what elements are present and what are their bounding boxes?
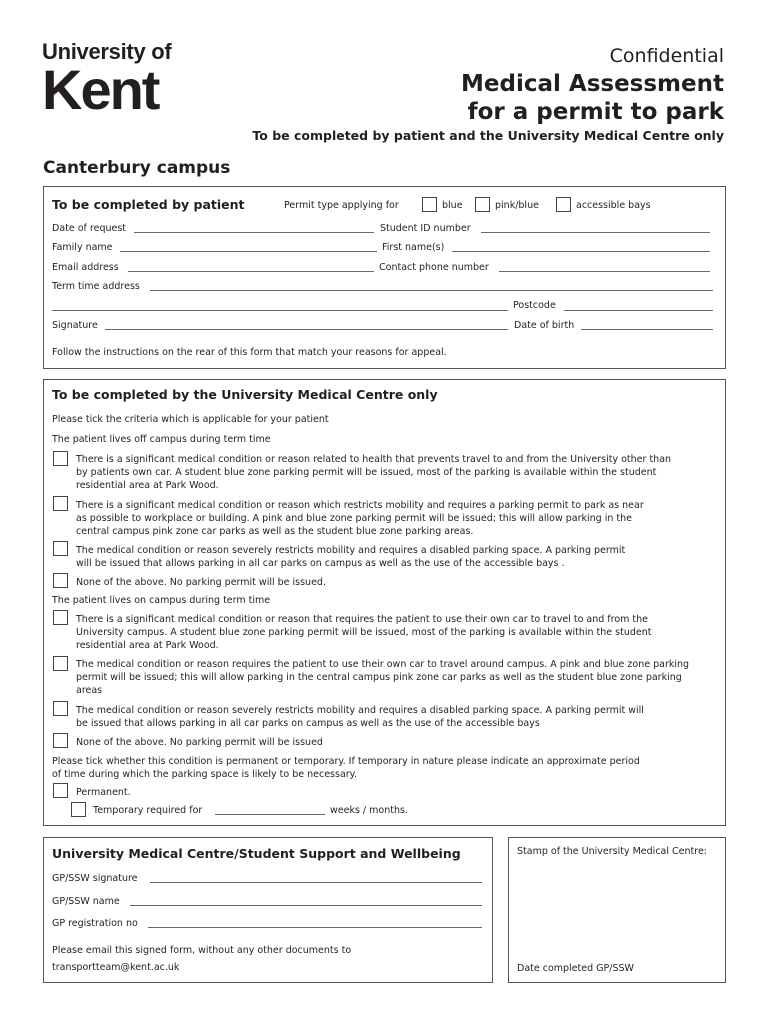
email-field[interactable] [128, 271, 374, 272]
permit-blue-checkbox[interactable] [422, 197, 437, 212]
permit-pink-blue-checkbox[interactable] [475, 197, 490, 212]
on-campus-option-3-text [76, 704, 644, 730]
option-text-line: areas [76, 685, 103, 696]
on-campus-option-3-checkbox[interactable] [53, 701, 68, 716]
email-label: Email address [52, 262, 119, 273]
permit-accessible-checkbox[interactable] [556, 197, 571, 212]
on-campus-option-4-text [76, 736, 323, 749]
postcode-label: Postcode [513, 300, 556, 311]
option-text-line: by patients own car. A student blue zone parking permit will be issued, most of the parking is available within the student [76, 467, 657, 478]
off-campus-option-1-text [76, 453, 671, 492]
option-text-line: The medical condition or reason requires the patient to use their own car to travel around campus. A pink and blue zone parking [76, 659, 690, 670]
date-of-birth-label: Date of birth [514, 320, 575, 331]
date-of-birth-field[interactable] [581, 329, 713, 330]
temporary-duration-field[interactable] [215, 814, 325, 815]
off-campus-option-1-checkbox[interactable] [53, 451, 68, 466]
on-campus-heading: The patient lives on campus during term time [52, 595, 271, 606]
patient-footer-note: Follow the instructions on the rear of this form that match your reasons for appeal. [52, 347, 447, 358]
permanent-checkbox[interactable] [53, 783, 68, 798]
gp-registration-label: GP registration no [52, 918, 138, 929]
permanent-label: Permanent. [76, 787, 131, 798]
option-text-line: residential area at Park Wood. [76, 640, 219, 651]
stamp-section [508, 837, 726, 983]
on-campus-option-1-text [76, 613, 651, 652]
gp-ssw-heading: University Medical Centre/Student Support and Wellbeing [52, 846, 461, 861]
duration-instruction-line: of time during which the parking space is likely to be necessary. [52, 769, 357, 780]
confidential-label: Confidential [609, 45, 724, 67]
option-text-line: The medical condition or reason severely restricts mobility and requires a disabled parking space. A parking permit will [76, 705, 644, 716]
first-names-label: First name(s) [382, 242, 445, 253]
duration-instruction-line: Please tick whether this condition is permanent or temporary. If temporary in nature please indicate an approximate period [52, 756, 640, 767]
temporary-label: Temporary required for [93, 805, 203, 816]
postcode-field[interactable] [564, 310, 713, 311]
term-address-field[interactable] [150, 290, 713, 291]
date-of-request-label: Date of request [52, 223, 127, 234]
on-campus-option-4-checkbox[interactable] [53, 733, 68, 748]
option-text-line: The medical condition or reason severely restricts mobility and requires a disabled parking space. A parking permit [76, 545, 626, 556]
campus-heading: Canterbury campus [43, 158, 231, 178]
family-name-label: Family name [52, 242, 113, 253]
permit-accessible-label: accessible bays [576, 200, 651, 211]
option-text-line: central campus pink zone car parks as well as the student blue zone parking areas. [76, 526, 474, 537]
option-text-line: There is a significant medical condition or reason related to health that prevents travel to and from the University other than [76, 454, 672, 465]
student-id-field[interactable] [481, 232, 710, 233]
term-address-field-line-2[interactable] [52, 310, 508, 311]
university-logo [42, 39, 172, 121]
on-campus-option-2-text [76, 658, 689, 697]
off-campus-option-2-text [76, 499, 644, 538]
date-of-request-field[interactable] [134, 232, 374, 233]
gp-name-label: GP/SSW name [52, 896, 120, 907]
off-campus-option-4-checkbox[interactable] [53, 573, 68, 588]
gp-signature-label: GP/SSW signature [52, 873, 138, 884]
stamp-label: Stamp of the University Medical Centre: [517, 846, 707, 857]
option-text-line: University campus. A student blue zone parking permit will be issued, most of the parking is available within the student [76, 627, 652, 638]
first-names-field[interactable] [452, 251, 710, 252]
form-title-line-1: Medical Assessment [461, 71, 724, 97]
gp-name-field[interactable] [130, 905, 482, 906]
form-subtitle: To be completed by patient and the University Medical Centre only [252, 128, 724, 143]
signature-label: Signature [52, 320, 98, 331]
option-text-line: as possible to workplace or building. A pink and blue zone parking permit will be issued; this will allow parking in the [76, 513, 633, 524]
permit-pink-blue-label: pink/blue [495, 200, 539, 211]
on-campus-option-1-checkbox[interactable] [53, 610, 68, 625]
patient-section-heading: To be completed by patient [52, 197, 245, 212]
student-id-label: Student ID number [380, 223, 471, 234]
option-text-line: residential area at Park Wood. [76, 480, 219, 491]
medical-instruction: Please tick the criteria which is applicable for your patient [52, 414, 329, 425]
option-text-line: None of the above. No parking permit will be issued [76, 737, 323, 748]
temporary-unit-label: weeks / months. [330, 805, 408, 816]
temporary-checkbox[interactable] [71, 802, 86, 817]
on-campus-option-2-checkbox[interactable] [53, 656, 68, 671]
form-title-block [461, 44, 724, 126]
option-text-line: will be issued that allows parking in all car parks on campus as well as the use of the accessible bays . [76, 558, 565, 569]
option-text-line: There is a significant medical condition or reason which restricts mobility and requires a parking permit to park as near [76, 500, 644, 511]
contact-phone-label: Contact phone number [379, 262, 489, 273]
option-text-line: be issued that allows parking in all car parks on campus as well as the use of the accessible bays [76, 718, 540, 729]
email-instruction: Please email this signed form, without any other documents to [52, 945, 352, 956]
contact-phone-field[interactable] [499, 271, 710, 272]
medical-section-heading: To be completed by the University Medical Centre only [52, 387, 438, 402]
option-text-line: None of the above. No parking permit will be issued. [76, 577, 326, 588]
gp-signature-field[interactable] [150, 882, 482, 883]
duration-instruction [52, 755, 640, 781]
patient-section [43, 186, 726, 369]
family-name-field[interactable] [120, 251, 377, 252]
permit-type-label: Permit type applying for [284, 200, 399, 211]
option-text-line: There is a significant medical condition or reason that requires the patient to use their own car to travel to and from the [76, 614, 649, 625]
date-completed-label: Date completed GP/SSW [517, 963, 634, 974]
logo-line-2: Kent [42, 58, 159, 121]
transport-email[interactable]: transportteam@kent.ac.uk [52, 962, 180, 973]
off-campus-option-2-checkbox[interactable] [53, 496, 68, 511]
signature-field[interactable] [105, 329, 508, 330]
off-campus-heading: The patient lives off campus during term time [52, 434, 271, 445]
term-address-label: Term time address [52, 281, 140, 292]
permit-blue-label: blue [442, 200, 463, 211]
off-campus-option-3-checkbox[interactable] [53, 541, 68, 556]
option-text-line: permit will be issued; this will allow parking in the central campus pink zone car parks as well as the student blue zone parking [76, 672, 682, 683]
off-campus-option-4-text [76, 576, 326, 589]
off-campus-option-3-text [76, 544, 625, 570]
form-title-line-2: for a permit to park [467, 99, 724, 125]
logo-line-1: University of [42, 39, 172, 64]
gp-registration-field[interactable] [148, 927, 482, 928]
